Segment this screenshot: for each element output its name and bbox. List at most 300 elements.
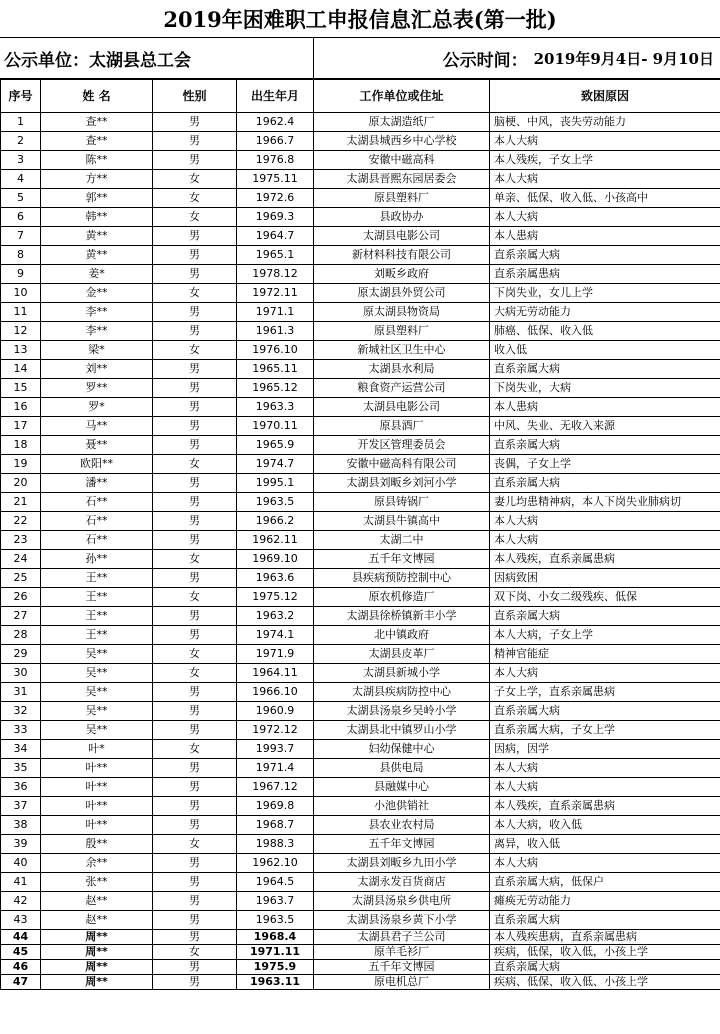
cell-name: 王** <box>41 569 153 588</box>
table-row <box>1 664 720 683</box>
cell-unit: 县政协办 <box>314 208 490 227</box>
cell-sex: 男 <box>153 778 237 797</box>
cell-reason: 本人残疾患病，直系亲属患病 <box>490 930 720 945</box>
table-header-row <box>1 80 720 113</box>
table-row <box>1 189 720 208</box>
cell-birth: 1978.12 <box>237 265 314 284</box>
cell-birth: 1971.4 <box>237 759 314 778</box>
cell-number: 21 <box>1 493 41 512</box>
cell-number: 38 <box>1 816 41 835</box>
cell-name: 欧阳** <box>41 455 153 474</box>
cell-birth: 1972.6 <box>237 189 314 208</box>
cell-unit: 刘畈乡政府 <box>314 265 490 284</box>
cell-name: 马** <box>41 417 153 436</box>
cell-reason: 中风、失业、无收入来源 <box>490 417 720 436</box>
cell-birth: 1975.9 <box>237 960 314 975</box>
cell-unit: 县疾病预防控制中心 <box>314 569 490 588</box>
table-row <box>1 132 720 151</box>
cell-birth: 1971.9 <box>237 645 314 664</box>
cell-birth: 1971.1 <box>237 303 314 322</box>
cell-birth: 1965.11 <box>237 360 314 379</box>
cell-birth: 1963.11 <box>237 975 314 990</box>
cell-number: 43 <box>1 911 41 930</box>
cell-unit: 北中镇政府 <box>314 626 490 645</box>
cell-name: 潘** <box>41 474 153 493</box>
cell-reason: 大病无劳动能力 <box>490 303 720 322</box>
cell-sex: 男 <box>153 246 237 265</box>
cell-name: 李** <box>41 303 153 322</box>
cell-name: 罗** <box>41 379 153 398</box>
cell-name: 王** <box>41 607 153 626</box>
cell-unit: 太湖县电影公司 <box>314 398 490 417</box>
cell-sex: 男 <box>153 512 237 531</box>
table-row <box>1 493 720 512</box>
cell-reason: 本人残疾，直系亲属患病 <box>490 550 720 569</box>
cell-number: 26 <box>1 588 41 607</box>
cell-number: 13 <box>1 341 41 360</box>
cell-name: 殷** <box>41 835 153 854</box>
cell-reason: 本人大病，收入低 <box>490 816 720 835</box>
cell-birth: 1966.2 <box>237 512 314 531</box>
page-title: 2019年困难职工申报信息汇总表(第一批) <box>0 0 720 38</box>
cell-reason: 下岗失业，大病 <box>490 379 720 398</box>
table-row <box>1 645 720 664</box>
table-row <box>1 960 720 975</box>
cell-unit: 开发区管理委员会 <box>314 436 490 455</box>
cell-unit: 太湖县牛镇高中 <box>314 512 490 531</box>
applicant-table <box>0 79 720 990</box>
cell-name: 黄** <box>41 227 153 246</box>
cell-unit: 太湖县汤泉乡供电所 <box>314 892 490 911</box>
cell-number: 29 <box>1 645 41 664</box>
cell-birth: 1975.11 <box>237 170 314 189</box>
cell-unit: 原农机修造厂 <box>314 588 490 607</box>
cell-sex: 男 <box>153 816 237 835</box>
cell-number: 28 <box>1 626 41 645</box>
table-row <box>1 417 720 436</box>
cell-reason: 本人大病 <box>490 208 720 227</box>
cell-sex: 男 <box>153 151 237 170</box>
cell-sex: 男 <box>153 227 237 246</box>
cell-name: 刘** <box>41 360 153 379</box>
cell-sex: 男 <box>153 398 237 417</box>
cell-unit: 太湖县君子兰公司 <box>314 930 490 945</box>
table-row <box>1 227 720 246</box>
cell-name: 王** <box>41 588 153 607</box>
cell-birth: 1963.6 <box>237 569 314 588</box>
cell-reason: 直系亲属大病 <box>490 960 720 975</box>
cell-birth: 1988.3 <box>237 835 314 854</box>
table-row <box>1 975 720 990</box>
cell-name: 叶* <box>41 740 153 759</box>
table-row <box>1 873 720 892</box>
cell-unit: 原羊毛衫厂 <box>314 945 490 960</box>
col-header-unit: 工作单位或住址 <box>314 80 490 113</box>
cell-number: 22 <box>1 512 41 531</box>
publish-time <box>443 38 714 78</box>
cell-birth: 1995.1 <box>237 474 314 493</box>
cell-number: 42 <box>1 892 41 911</box>
cell-name: 李** <box>41 322 153 341</box>
cell-unit: 太湖县水利局 <box>314 360 490 379</box>
cell-name: 吴** <box>41 645 153 664</box>
cell-name: 吴** <box>41 702 153 721</box>
cell-unit: 太湖县城西乡中心学校 <box>314 132 490 151</box>
publisher-label: 公示单位：太湖县总工会 <box>4 50 191 71</box>
cell-number: 4 <box>1 170 41 189</box>
cell-name: 石** <box>41 493 153 512</box>
cell-sex: 男 <box>153 930 237 945</box>
cell-name: 查** <box>41 132 153 151</box>
cell-sex: 男 <box>153 797 237 816</box>
cell-name: 赵** <box>41 892 153 911</box>
cell-sex: 男 <box>153 322 237 341</box>
cell-unit: 原电机总厂 <box>314 975 490 990</box>
table-row <box>1 569 720 588</box>
cell-number: 44 <box>1 930 41 945</box>
cell-name: 黄** <box>41 246 153 265</box>
cell-birth: 1963.5 <box>237 911 314 930</box>
cell-number: 3 <box>1 151 41 170</box>
cell-name: 王** <box>41 626 153 645</box>
cell-reason: 本人残疾，子女上学 <box>490 151 720 170</box>
table-row <box>1 246 720 265</box>
cell-sex: 女 <box>153 664 237 683</box>
cell-name: 聂** <box>41 436 153 455</box>
cell-number: 45 <box>1 945 41 960</box>
table-row <box>1 683 720 702</box>
cell-sex: 女 <box>153 645 237 664</box>
col-header-sex: 性别 <box>153 80 237 113</box>
cell-number: 30 <box>1 664 41 683</box>
cell-number: 31 <box>1 683 41 702</box>
cell-number: 10 <box>1 284 41 303</box>
cell-sex: 女 <box>153 740 237 759</box>
publish-time-value: 2019年9月4日- 9月10日 <box>533 49 714 68</box>
cell-reason: 直系亲属大病，低保户 <box>490 873 720 892</box>
cell-reason: 本人残疾，直系亲属患病 <box>490 797 720 816</box>
cell-unit: 太湖县汤泉乡吴岭小学 <box>314 702 490 721</box>
cell-number: 14 <box>1 360 41 379</box>
cell-name: 孙** <box>41 550 153 569</box>
table-row <box>1 303 720 322</box>
cell-birth: 1965.12 <box>237 379 314 398</box>
table-row <box>1 512 720 531</box>
cell-unit: 五千年文博园 <box>314 550 490 569</box>
cell-name: 周** <box>41 945 153 960</box>
cell-sex: 女 <box>153 208 237 227</box>
cell-birth: 1969.8 <box>237 797 314 816</box>
table-row <box>1 113 720 132</box>
cell-name: 查** <box>41 113 153 132</box>
table-row <box>1 322 720 341</box>
cell-reason: 子女上学，直系亲属患病 <box>490 683 720 702</box>
table-row <box>1 170 720 189</box>
cell-name: 周** <box>41 975 153 990</box>
cell-sex: 女 <box>153 945 237 960</box>
cell-reason: 直系亲属大病 <box>490 360 720 379</box>
table-row <box>1 208 720 227</box>
table-row <box>1 550 720 569</box>
cell-birth: 1965.1 <box>237 246 314 265</box>
cell-reason: 脑梗、中风，丧失劳动能力 <box>490 113 720 132</box>
cell-reason: 本人大病 <box>490 531 720 550</box>
table-row <box>1 835 720 854</box>
cell-reason: 本人大病 <box>490 759 720 778</box>
cell-reason: 直系亲属大病 <box>490 436 720 455</box>
cell-name: 梁* <box>41 341 153 360</box>
cell-name: 郭** <box>41 189 153 208</box>
cell-sex: 男 <box>153 911 237 930</box>
cell-sex: 男 <box>153 854 237 873</box>
cell-unit: 原太湖县物资局 <box>314 303 490 322</box>
cell-number: 27 <box>1 607 41 626</box>
table-row <box>1 607 720 626</box>
cell-birth: 1962.11 <box>237 531 314 550</box>
cell-reason: 瘫痪无劳动能力 <box>490 892 720 911</box>
cell-number: 7 <box>1 227 41 246</box>
table-row <box>1 474 720 493</box>
cell-birth: 1964.7 <box>237 227 314 246</box>
cell-number: 5 <box>1 189 41 208</box>
cell-name: 吴** <box>41 721 153 740</box>
cell-name: 金** <box>41 284 153 303</box>
cell-name: 周** <box>41 960 153 975</box>
cell-unit: 太湖县北中镇罗山小学 <box>314 721 490 740</box>
cell-number: 2 <box>1 132 41 151</box>
cell-name: 周** <box>41 930 153 945</box>
cell-number: 35 <box>1 759 41 778</box>
cell-reason: 本人大病 <box>490 854 720 873</box>
cell-reason: 下岗失业，女儿上学 <box>490 284 720 303</box>
cell-reason: 直系亲属大病 <box>490 607 720 626</box>
table-row <box>1 531 720 550</box>
cell-sex: 男 <box>153 873 237 892</box>
cell-number: 24 <box>1 550 41 569</box>
cell-reason: 本人患病 <box>490 227 720 246</box>
cell-unit: 太湖县徐桥镇新丰小学 <box>314 607 490 626</box>
cell-unit: 太湖县疾病防控中心 <box>314 683 490 702</box>
cell-name: 姜* <box>41 265 153 284</box>
table-row <box>1 740 720 759</box>
cell-birth: 1974.1 <box>237 626 314 645</box>
cell-sex: 男 <box>153 474 237 493</box>
cell-name: 张** <box>41 873 153 892</box>
cell-sex: 女 <box>153 189 237 208</box>
table-row <box>1 265 720 284</box>
table-row <box>1 778 720 797</box>
cell-unit: 小池供销社 <box>314 797 490 816</box>
cell-number: 18 <box>1 436 41 455</box>
cell-unit: 安徽中磁高科 <box>314 151 490 170</box>
cell-reason: 直系亲属大病 <box>490 246 720 265</box>
cell-name: 石** <box>41 531 153 550</box>
table-row <box>1 797 720 816</box>
table-row <box>1 759 720 778</box>
cell-birth: 1964.11 <box>237 664 314 683</box>
table-row <box>1 436 720 455</box>
cell-name: 韩** <box>41 208 153 227</box>
cell-number: 46 <box>1 960 41 975</box>
cell-sex: 男 <box>153 702 237 721</box>
cell-sex: 男 <box>153 132 237 151</box>
cell-unit: 太湖二中 <box>314 531 490 550</box>
cell-sex: 女 <box>153 455 237 474</box>
table-row <box>1 360 720 379</box>
cell-number: 25 <box>1 569 41 588</box>
cell-name: 赵** <box>41 911 153 930</box>
cell-reason: 因病，因学 <box>490 740 720 759</box>
cell-unit: 粮食资产运营公司 <box>314 379 490 398</box>
cell-number: 8 <box>1 246 41 265</box>
cell-birth: 1968.4 <box>237 930 314 945</box>
cell-sex: 男 <box>153 493 237 512</box>
cell-name: 石** <box>41 512 153 531</box>
cell-reason: 本人大病 <box>490 170 720 189</box>
cell-reason: 疾病、低保、收入低、小孩上学 <box>490 975 720 990</box>
cell-reason: 直系亲属患病 <box>490 265 720 284</box>
cell-reason: 双下岗、小女二级残疾、低保 <box>490 588 720 607</box>
table-row <box>1 455 720 474</box>
cell-reason: 直系亲属大病 <box>490 474 720 493</box>
cell-birth: 1960.9 <box>237 702 314 721</box>
cell-unit: 太湖县刘畈乡刘河小学 <box>314 474 490 493</box>
cell-reason: 本人大病 <box>490 512 720 531</box>
cell-sex: 男 <box>153 626 237 645</box>
cell-reason: 疾病，低保，收入低，小孩上学 <box>490 945 720 960</box>
cell-name: 叶** <box>41 778 153 797</box>
cell-number: 36 <box>1 778 41 797</box>
cell-sex: 男 <box>153 303 237 322</box>
cell-name: 吴** <box>41 683 153 702</box>
cell-reason: 直系亲属大病，子女上学 <box>490 721 720 740</box>
cell-birth: 1963.3 <box>237 398 314 417</box>
cell-number: 12 <box>1 322 41 341</box>
cell-unit: 原县铸锅厂 <box>314 493 490 512</box>
cell-birth: 1963.7 <box>237 892 314 911</box>
cell-sex: 男 <box>153 379 237 398</box>
cell-unit: 原县塑料厂 <box>314 322 490 341</box>
cell-unit: 妇幼保健中心 <box>314 740 490 759</box>
cell-name: 吴** <box>41 664 153 683</box>
cell-reason: 本人大病，子女上学 <box>490 626 720 645</box>
cell-sex: 女 <box>153 588 237 607</box>
cell-number: 23 <box>1 531 41 550</box>
cell-number: 20 <box>1 474 41 493</box>
cell-name: 罗* <box>41 398 153 417</box>
cell-number: 41 <box>1 873 41 892</box>
cell-unit: 原县塑料厂 <box>314 189 490 208</box>
cell-sex: 女 <box>153 550 237 569</box>
cell-birth: 1971.11 <box>237 945 314 960</box>
cell-sex: 男 <box>153 265 237 284</box>
cell-sex: 男 <box>153 960 237 975</box>
cell-reason: 因病致困 <box>490 569 720 588</box>
cell-name: 叶** <box>41 816 153 835</box>
cell-unit: 五千年文博园 <box>314 960 490 975</box>
cell-unit: 县供电局 <box>314 759 490 778</box>
table-row <box>1 284 720 303</box>
cell-birth: 1976.8 <box>237 151 314 170</box>
table-row <box>1 588 720 607</box>
cell-unit: 太湖县皮革厂 <box>314 645 490 664</box>
table-row <box>1 398 720 417</box>
cell-birth: 1966.7 <box>237 132 314 151</box>
cell-name: 陈** <box>41 151 153 170</box>
cell-birth: 1976.10 <box>237 341 314 360</box>
cell-birth: 1961.3 <box>237 322 314 341</box>
table-row <box>1 930 720 945</box>
cell-birth: 1974.7 <box>237 455 314 474</box>
cell-unit: 太湖县汤泉乡黄下小学 <box>314 911 490 930</box>
cell-sex: 男 <box>153 721 237 740</box>
cell-number: 9 <box>1 265 41 284</box>
cell-sex: 男 <box>153 113 237 132</box>
cell-sex: 男 <box>153 607 237 626</box>
cell-sex: 男 <box>153 759 237 778</box>
cell-birth: 1963.5 <box>237 493 314 512</box>
cell-sex: 女 <box>153 835 237 854</box>
cell-unit: 原太湖县外贸公司 <box>314 284 490 303</box>
cell-name: 叶** <box>41 797 153 816</box>
cell-sex: 男 <box>153 436 237 455</box>
cell-birth: 1970.11 <box>237 417 314 436</box>
cell-unit: 县融媒中心 <box>314 778 490 797</box>
table-row <box>1 721 720 740</box>
cell-birth: 1966.10 <box>237 683 314 702</box>
cell-unit: 新材料科技有限公司 <box>314 246 490 265</box>
table-row <box>1 816 720 835</box>
table-row <box>1 702 720 721</box>
cell-unit: 太湖县新城小学 <box>314 664 490 683</box>
cell-unit: 太湖县晋熙东园居委会 <box>314 170 490 189</box>
cell-reason: 本人患病 <box>490 398 720 417</box>
cell-number: 39 <box>1 835 41 854</box>
cell-birth: 1962.4 <box>237 113 314 132</box>
cell-unit: 五千年文博园 <box>314 835 490 854</box>
cell-reason: 本人大病 <box>490 664 720 683</box>
cell-birth: 1969.10 <box>237 550 314 569</box>
cell-number: 47 <box>1 975 41 990</box>
cell-sex: 男 <box>153 975 237 990</box>
cell-unit: 太湖永发百货商店 <box>314 873 490 892</box>
cell-sex: 男 <box>153 569 237 588</box>
cell-number: 1 <box>1 113 41 132</box>
cell-number: 15 <box>1 379 41 398</box>
cell-birth: 1993.7 <box>237 740 314 759</box>
table-row <box>1 854 720 873</box>
cell-reason: 精神官能症 <box>490 645 720 664</box>
cell-unit: 安徽中磁高科有限公司 <box>314 455 490 474</box>
cell-number: 40 <box>1 854 41 873</box>
cell-sex: 女 <box>153 341 237 360</box>
header-divider <box>313 38 314 78</box>
cell-unit: 原太湖造纸厂 <box>314 113 490 132</box>
cell-number: 16 <box>1 398 41 417</box>
cell-reason: 妻儿均患精神病，本人下岗失业肺病切 <box>490 493 720 512</box>
cell-birth: 1965.9 <box>237 436 314 455</box>
cell-reason: 单亲、低保、收入低、小孩高中 <box>490 189 720 208</box>
cell-reason: 本人大病 <box>490 132 720 151</box>
cell-reason: 肺癌、低保、收入低 <box>490 322 720 341</box>
cell-unit: 原县酒厂 <box>314 417 490 436</box>
cell-sex: 男 <box>153 360 237 379</box>
cell-name: 方** <box>41 170 153 189</box>
cell-reason: 丧偶，子女上学 <box>490 455 720 474</box>
announcement-header <box>0 38 720 79</box>
table-row <box>1 911 720 930</box>
cell-sex: 男 <box>153 531 237 550</box>
